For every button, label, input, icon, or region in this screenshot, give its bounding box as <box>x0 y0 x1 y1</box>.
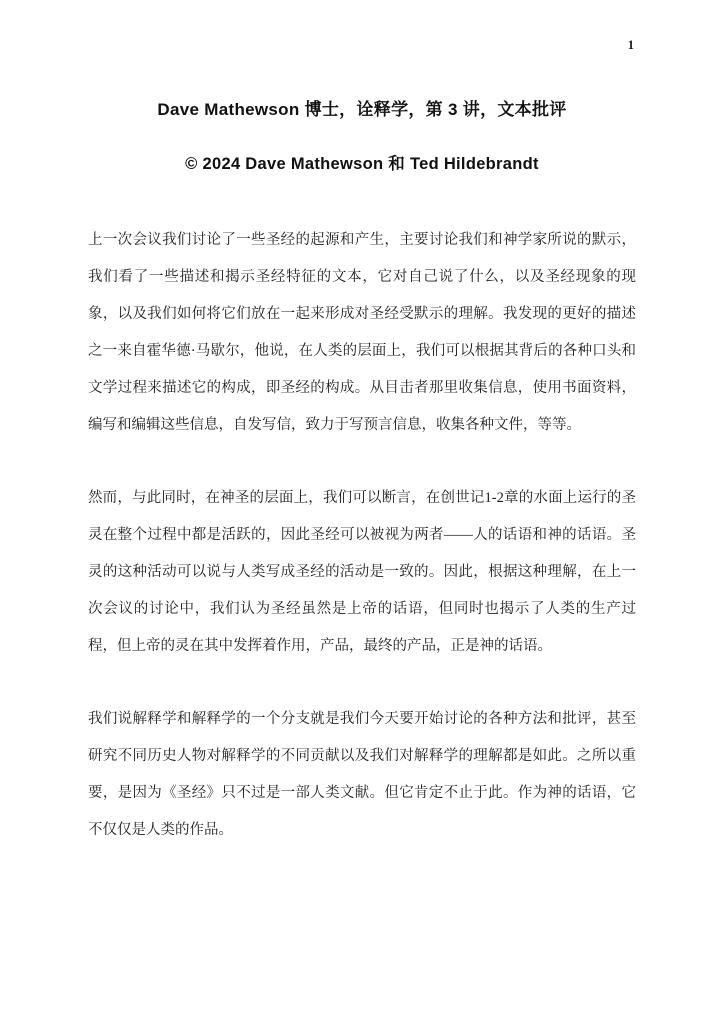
paragraph-3: 我们说解释学和解释学的一个分支就是我们今天要开始讨论的各种方法和批评，甚至研究不同历史人物对解释学的不同贡献以及我们对解释学的理解都是如此。之所以重要，是因为《圣经》只不过是一部人类文献。但它肯定不止于此。作为神的话语，它不仅仅是人类的作品。 <box>88 710 636 838</box>
copyright-line: © 2024 Dave Mathewson 和 Ted Hildebrandt <box>185 155 539 173</box>
page-number: 1 <box>627 38 634 52</box>
title-block <box>88 95 636 174</box>
document-title: Dave Mathewson 博士，诠释学，第 3 讲，文本批评 <box>157 100 567 119</box>
document-body <box>88 222 636 849</box>
paragraph-2: 然而，与此同时，在神圣的层面上，我们可以断言，在创世记1-2章的水面上运行的圣灵在整个过程中都是活跃的，因此圣经可以被视为两者——人的话语和神的话语。圣灵的这种活动可以说与人类写成圣经的活动是一致的。因此，根据这种理解，在上一次会议的讨论中，我们认为圣经虽然是上帝的话语，但同时也揭示了人类的生产过程，但上帝的灵在其中发挥着作用，产品，最终的产品，正是神的话语。 <box>88 489 636 654</box>
paragraph-1: 上一次会议我们讨论了一些圣经的起源和产生，主要讨论我们和神学家所说的默示，我们看了一些描述和揭示圣经特征的文本，它对自己说了什么，以及圣经现象的现象，以及我们如何将它们放在一起来形成对圣经受默示的理解。我发现的更好的描述之一来自霍华德·马歇尔，他说，在人类的层面上，我们可以根据其背后的各种口头和文学过程来描述它的构成，即圣经的构成。从目击者那里收集信息，使用书面资料，编写和编辑这些信息，自发写信，致力于写预言信息，收集各种文件，等等。 <box>88 232 636 433</box>
